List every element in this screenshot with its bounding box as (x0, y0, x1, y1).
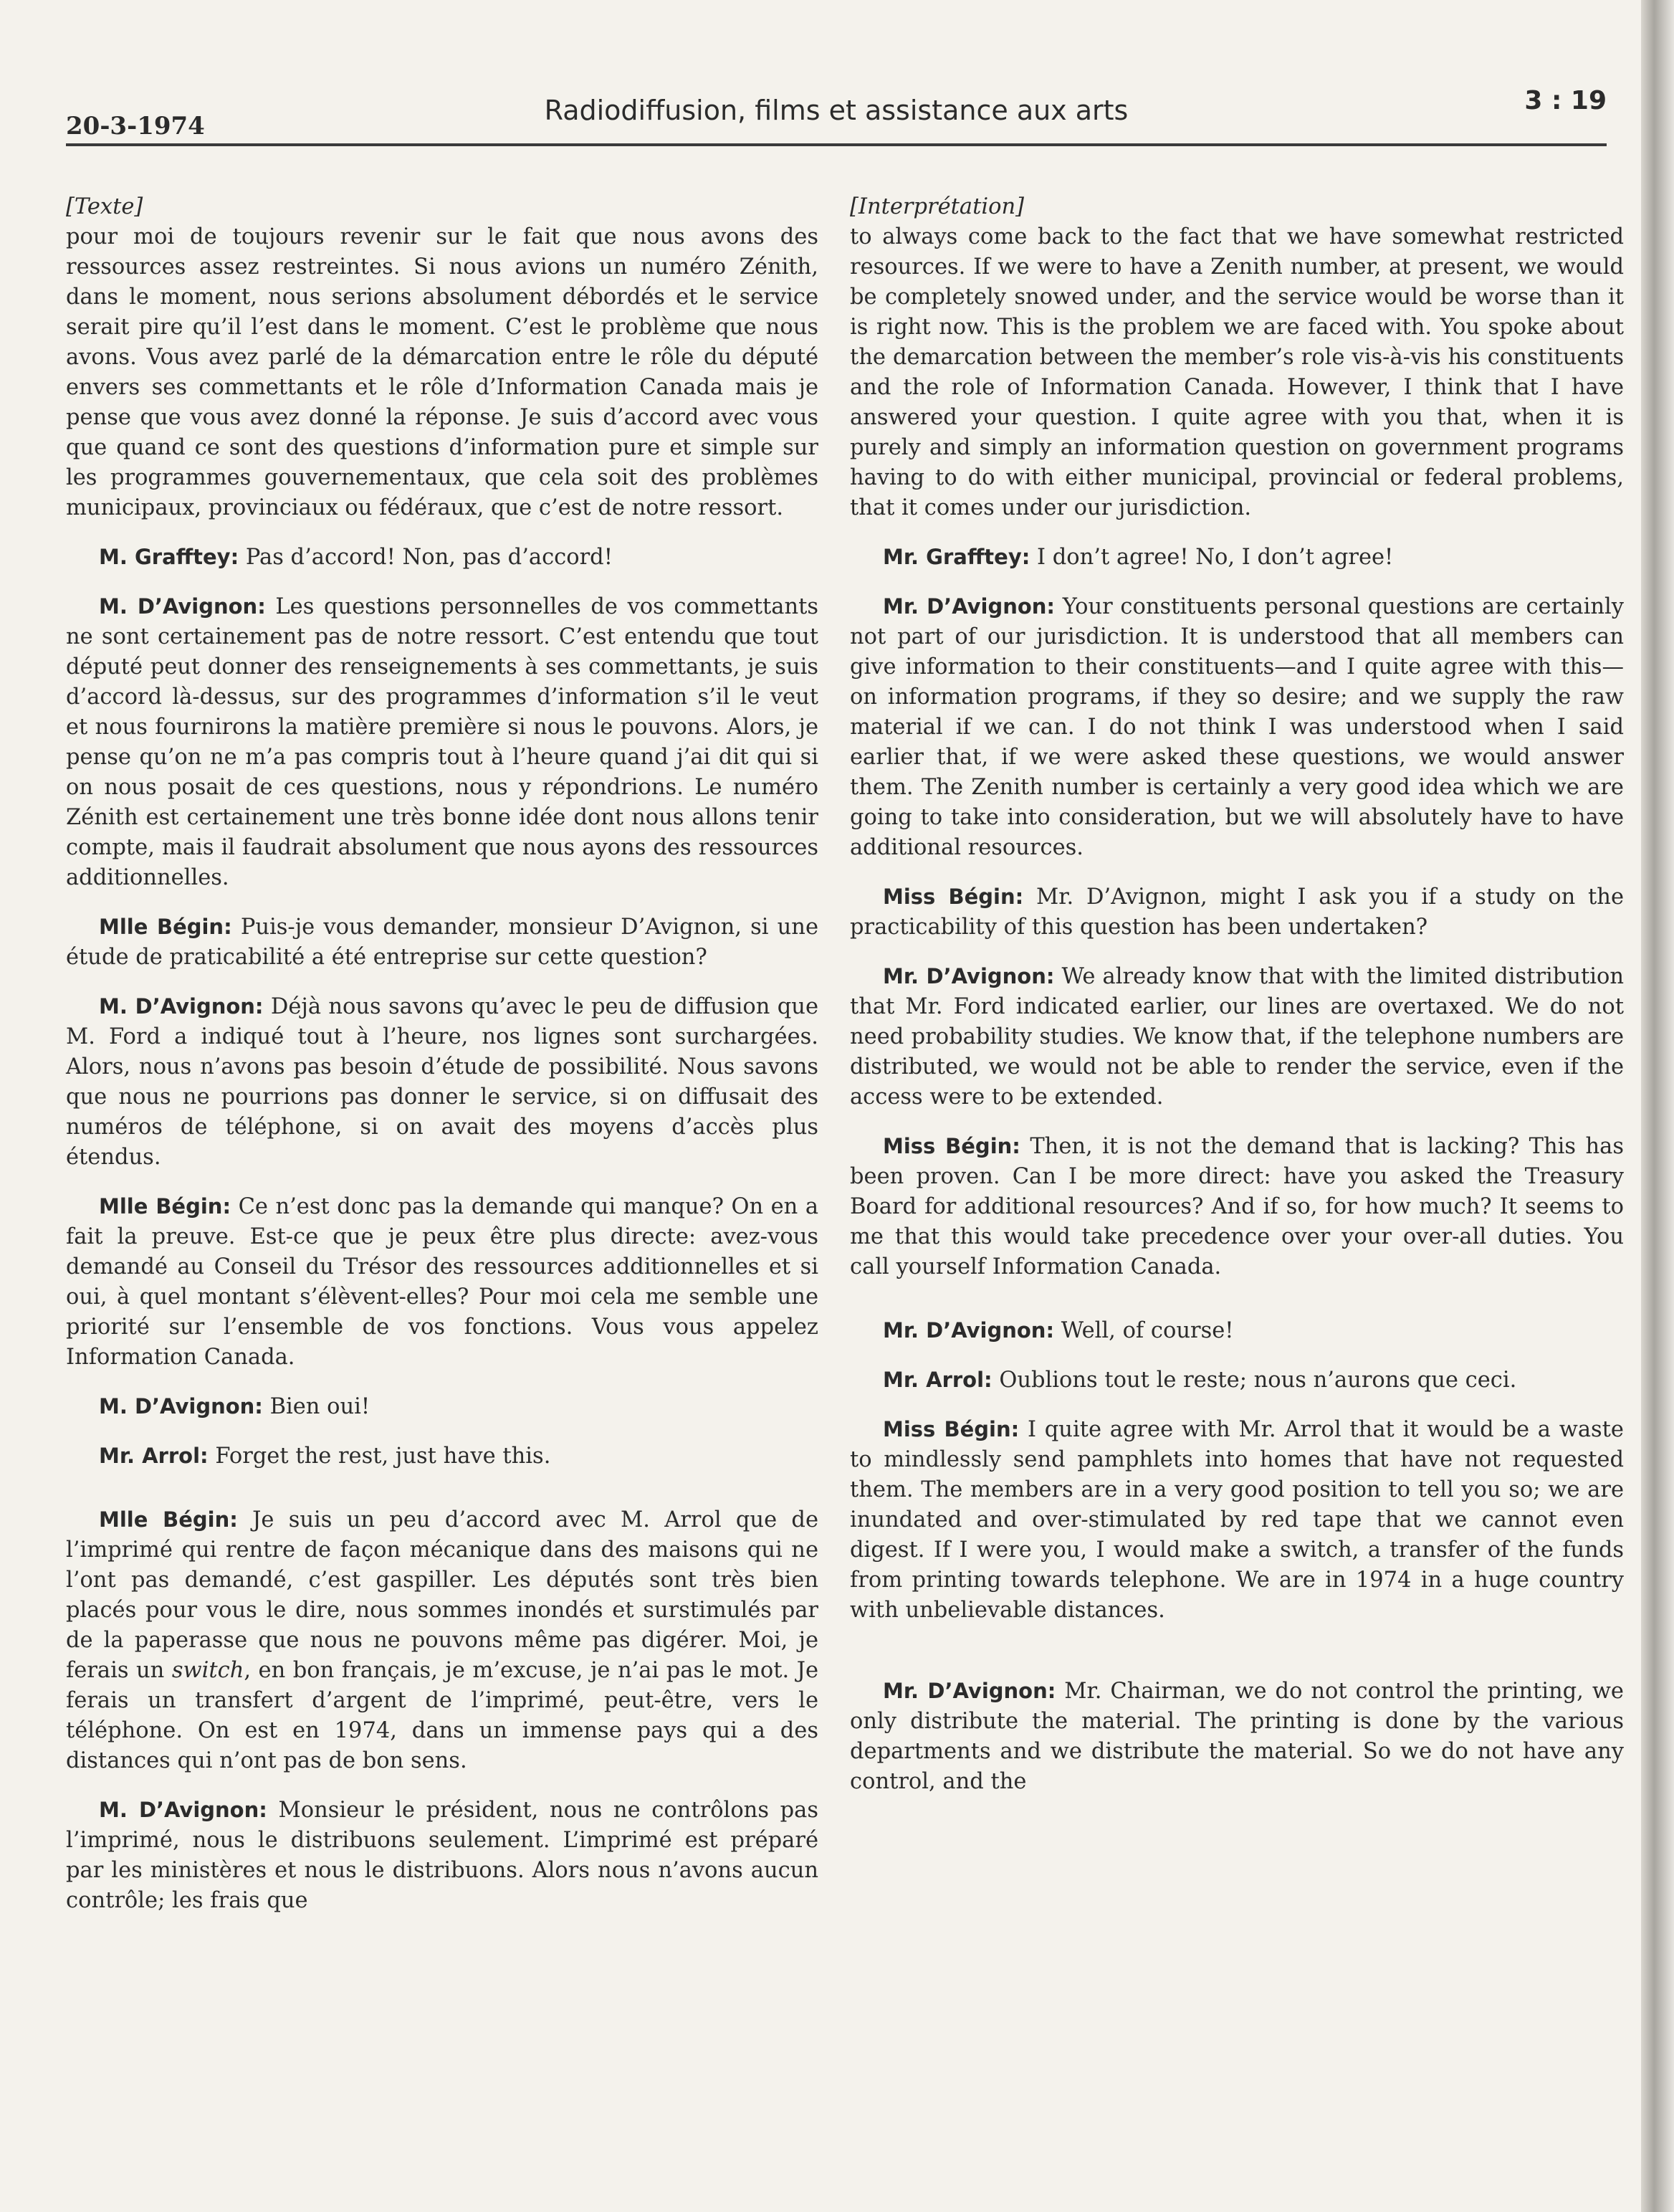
paragraph: Mlle Bégin: Puis-je vous demander, monsieur D’Avignon, si une étude de praticabilité a été entreprise sur cette question? (66, 915, 819, 970)
paragraph: to always come back to the fact that we have somewhat restricted resources. If we were to have a Zenith number, at present, we would be completely snowed under, and the service would be worse than it is right now. This is the problem we are faced with. You spoke about the demarcation between the member’s role vis-à-vis his constituents and the role of Information Canada. However, I think that I have answered your question. I quite agree with you that, when it is purely and simply an information question on government programs having to do with either municipal, provincial or federal problems, that it comes under our jurisdiction. (850, 224, 1624, 520)
page-header (66, 86, 1607, 146)
speaker: Miss Bégin: (883, 1417, 1020, 1441)
paragraph: Mr. D’Avignon: We already know that with the limited distribution that Mr. Ford indicated earlier, our lines are overtaxed. We do not need probability studies. We know that, if the telephone numbers are distributed, we would not be able to render the service, even if the access were to be extended. (850, 964, 1624, 1110)
paragraph: Mr. Grafftey: I don’t agree! No, I don’t agree! (883, 545, 1394, 570)
header-title: Radiodiffusion, films et assistance aux arts (544, 95, 1129, 126)
speaker: M. Grafftey: (99, 545, 239, 569)
speaker: M. D’Avignon: (99, 1798, 267, 1822)
speaker: Mr. Arrol: (99, 1444, 209, 1468)
column-tag: [Interprétation] (850, 194, 1024, 219)
paragraph: pour moi de toujours revenir sur le fait que nous avons des ressources assez restreintes. Si nous avions un numéro Zénith, dans le moment, nous serions absolument débordés et le service serait pire qu’il l’est dans le moment. C’est le problème que nous avons. Vous avez parlé de la démarcation entre le rôle du député envers ses commettants et le rôle d’Information Canada mais je pense que vous avez donné la réponse. Je suis d’accord avec vous que quand ce sont des questions d’information pure et simple sur les programmes gouvernementaux, que cela soit des problèmes municipaux, provinciaux ou fédéraux, que c’est de notre ressort. (66, 224, 818, 520)
paragraph: M. D’Avignon: Monsieur le président, nous ne contrôlons pas l’imprimé, nous le distribuons seulement. L’imprimé est préparé par les ministères et nous le distribuons. Alors nous n’avons aucun contrôle; les frais que (66, 1798, 818, 1913)
speaker: Mr. D’Avignon: (883, 1318, 1055, 1343)
speaker: Mr. Grafftey: (883, 545, 1030, 569)
paragraph: Mlle Bégin: Ce n’est donc pas la demande qui manque? On en a fait la preuve. Est-ce que je peux être plus directe: avez-vous demandé au Conseil du Trésor des ressources additionnelles et si oui, à quel montant s’élèvent-elles? Pour moi cela me semble une priorité sur l’ensemble de vos fonctions. Vous vous appelez Information Canada. (66, 1194, 818, 1370)
paragraph: Mr. D’Avignon: Your constituents personal questions are certainly not part of our jurisdiction. It is understood that all members can give information to their constituents—and I quite agree with this—on information programs, if they so desire; and we supply the raw material if we can. I do not think I was understood when I said earlier that, if we were asked these questions, we would answer them. The Zenith number is certainly a very good idea which we are going to take into consideration, but we will absolutely have to have additional resources. (850, 594, 1624, 860)
paragraph: M. D’Avignon: Bien oui! (99, 1394, 370, 1419)
speaker: M. D’Avignon: (99, 594, 266, 619)
speaker: Mr. D’Avignon: (883, 594, 1056, 619)
speaker: Mr. D’Avignon: (883, 964, 1055, 988)
paragraph: Miss Bégin: Mr. D’Avignon, might I ask you if a study on the practicability of this question has been undertaken? (850, 885, 1624, 940)
paragraph: M. Grafftey: Pas d’accord! Non, pas d’accord! (99, 545, 613, 570)
paragraph: M. D’Avignon: Les questions personnelles de vos commettants ne sont certainement pas de notre ressort. C’est entendu que tout député peut donner des renseignements à ses commettants, je suis d’accord là-dessus, sur des programmes d’information s’il le veut et nous fournirons la matière première si nous le pouvons. Alors, je pense qu’on ne m’a pas compris tout à l’heure quand j’ai dit qui si on nous posait de ces questions, nous y répondrions. Le numéro Zénith est certainement une très bonne idée dont nous allons tenir compte, mais il faudrait absolument que nous ayons des ressources additionnelles. (66, 594, 818, 890)
header-page-number: 3 : 19 (1524, 86, 1607, 115)
paragraph: Mr. D’Avignon: Well, of course! (883, 1318, 1234, 1343)
speaker: Mlle Bégin: (99, 1507, 238, 1532)
speaker: Mlle Bégin: (99, 1194, 231, 1219)
paragraph: Mr. D’Avignon: Mr. Chairman, we do not control the printing, we only distribute the material. The printing is done by the various departments and we distribute the material. So we do not have any control, and the (850, 1679, 1624, 1794)
speaker: Mlle Bégin: (99, 915, 232, 939)
paragraph: Mlle Bégin: Je suis un peu d’accord avec M. Arrol que de l’imprimé qui rentre de façon mécanique dans des maisons qui ne l’ont pas demandé, c’est gaspiller. Les députés sont très bien placés pour vous le dire, nous sommes inondés et surstimulés par de la paperasse que nous ne pouvons même pas digérer. Moi, je ferais un switch, en bon français, je m’excuse, je n’ai pas le mot. Je ferais un transfert d’argent de l’imprimé, peut-être, vers le téléphone. On est en 1974, dans un immense pays qui a des distances qui n’ont pas de bon sens. (66, 1507, 818, 1773)
paragraph: M. D’Avignon: Déjà nous savons qu’avec le peu de diffusion que M. Ford a indiqué tout à l’heure, nos lignes sont surchargées. Alors, nous n’avons pas besoin d’étude de possibilité. Nous savons que nous ne pourrions pas donner le service, si on diffusait des numéros de téléphone, si on avait des moyens d’accès plus étendus. (66, 994, 818, 1170)
speaker: Miss Bégin: (883, 885, 1024, 909)
paragraph: Mr. Arrol: Oublions tout le reste; nous n’aurons que ceci. (883, 1368, 1517, 1393)
paragraph: Miss Bégin: I quite agree with Mr. Arrol that it would be a waste to mindlessly send pamphlets into homes that have not requested them. The members are in a very good position to tell you so; we are inundated and over-stimulated by red tape that we cannot even digest. If I were you, I would make a switch, a transfer of the funds from printing towards telephone. We are in 1974 in a huge country with unbelievable distances. (850, 1417, 1624, 1623)
english-column (850, 192, 1624, 1816)
speaker: Mr. Arrol: (883, 1368, 993, 1392)
paragraph: Miss Bégin: Then, it is not the demand that is lacking? This has been proven. Can I be more direct: have you asked the Treasury Board for additional resources? And if so, for how much? It seems to me that this would take precedence over your over-all duties. You call yourself Information Canada. (850, 1134, 1624, 1279)
column-tag: [Texte] (66, 194, 143, 219)
header-date: 20-3-1974 (66, 112, 205, 140)
paragraph: Mr. Arrol: Forget the rest, just have this. (99, 1444, 551, 1469)
speaker: Miss Bégin: (883, 1134, 1020, 1158)
speaker: M. D’Avignon: (99, 994, 264, 1019)
speaker: M. D’Avignon: (99, 1394, 263, 1419)
speaker: Mr. D’Avignon: (883, 1679, 1056, 1703)
page-edge (1641, 0, 1674, 2212)
french-column (66, 192, 818, 1935)
